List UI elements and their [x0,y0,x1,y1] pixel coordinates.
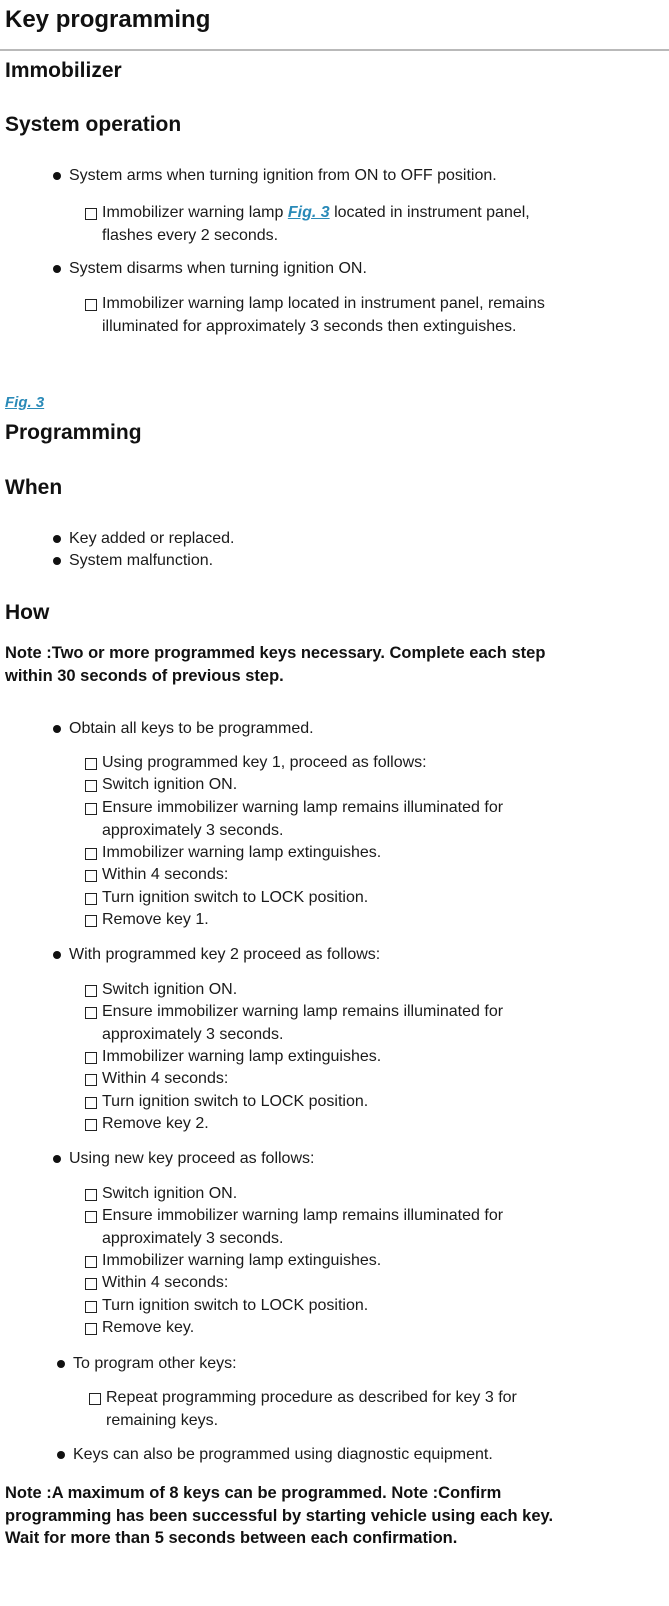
newkey-step: Turn ignition switch to LOCK position. [85,1295,368,1318]
key1-step: Remove key 1. [85,909,209,932]
sub-item-text: illuminated for approximately 3 seconds then extinguishes. [102,317,517,335]
system-operation-heading: System operation [5,113,182,136]
programming-heading: Programming [5,421,142,444]
when-item: Key added or replaced. [53,528,234,551]
newkey-step: Immobilizer warning lamp extinguishes. [85,1250,381,1273]
step-other-keys-heading: To program other keys: [57,1353,237,1376]
key1-step [85,797,503,842]
key2-step: Remove key 2. [85,1113,209,1136]
step-key2-heading: With programmed key 2 proceed as follows: [53,944,380,967]
sub-item-text: Immobilizer warning lamp located in instrument panel, remains [102,295,545,312]
sub-item-text: flashes every 2 seconds. [102,226,279,244]
page-title: Key programming [5,6,211,33]
sub-item-flashing-lamp [85,202,530,247]
bullet-system-disarms [53,258,367,281]
bullet-system-arms [53,165,497,188]
bullet-text: System disarms when turning ignition ON. [69,260,367,277]
bullet-text: System arms when turning ignition from ON to OFF position. [69,167,497,184]
key2-step: Switch ignition ON. [85,979,237,1002]
step-text: Ensure immobilizer warning lamp remains illuminated for [102,1207,504,1224]
sub-item-text: Immobilizer warning lamp [102,204,288,221]
note-text: within 30 seconds of previous step. [5,666,284,685]
note-text: Note :A maximum of 8 keys can be programmed. Note :Confirm [5,1484,502,1502]
note-two-keys [5,642,545,687]
step-text: approximately 3 seconds. [102,821,284,839]
when-item: System malfunction. [53,550,213,573]
key2-step: Immobilizer warning lamp extinguishes. [85,1046,381,1069]
note-text: Wait for more than 5 seconds between each confirmation. [5,1529,458,1547]
step-text: remaining keys. [106,1411,219,1429]
other-keys-step [89,1387,517,1432]
key1-step: Turn ignition switch to LOCK position. [85,887,368,910]
step-text: approximately 3 seconds. [102,1229,284,1247]
key2-step [85,1001,503,1046]
title-divider [0,49,669,51]
step-obtain-keys: Obtain all keys to be programmed. [53,718,314,741]
key1-step: Within 4 seconds: [85,864,228,887]
immobilizer-heading: Immobilizer [5,59,122,82]
sub-item-illuminated-lamp [85,293,545,338]
step-newkey-heading: Using new key proceed as follows: [53,1148,314,1171]
newkey-step: Switch ignition ON. [85,1183,237,1206]
note-text: programming has been successful by starting vehicle using each key. [5,1506,554,1525]
fig-3-inline-link[interactable]: Fig. 3 [287,204,330,221]
newkey-step: Within 4 seconds: [85,1272,228,1295]
step-diagnostic-equipment: Keys can also be programmed using diagnostic equipment. [57,1444,493,1467]
key2-step: Within 4 seconds: [85,1068,228,1091]
sub-item-text: located in instrument panel, [329,204,530,221]
newkey-step: Remove key. [85,1317,194,1340]
newkey-step [85,1205,503,1250]
step-text: approximately 3 seconds. [102,1025,284,1043]
when-heading: When [5,476,63,499]
step-text: Ensure immobilizer warning lamp remains illuminated for [102,799,504,816]
fig-3-link[interactable]: Fig. 3 [5,394,45,411]
key2-step: Turn ignition switch to LOCK position. [85,1091,368,1114]
how-heading: How [5,601,50,624]
note-text: Note :Two or more programmed keys necessary. Complete each step [5,644,546,662]
key1-step: Immobilizer warning lamp extinguishes. [85,842,381,865]
key1-step: Switch ignition ON. [85,774,237,797]
key1-step: Using programmed key 1, proceed as follows: [85,752,427,775]
step-text: Repeat programming procedure as described for key 3 for [106,1389,517,1406]
note-max-keys [5,1482,553,1550]
step-text: Ensure immobilizer warning lamp remains illuminated for [102,1003,504,1020]
